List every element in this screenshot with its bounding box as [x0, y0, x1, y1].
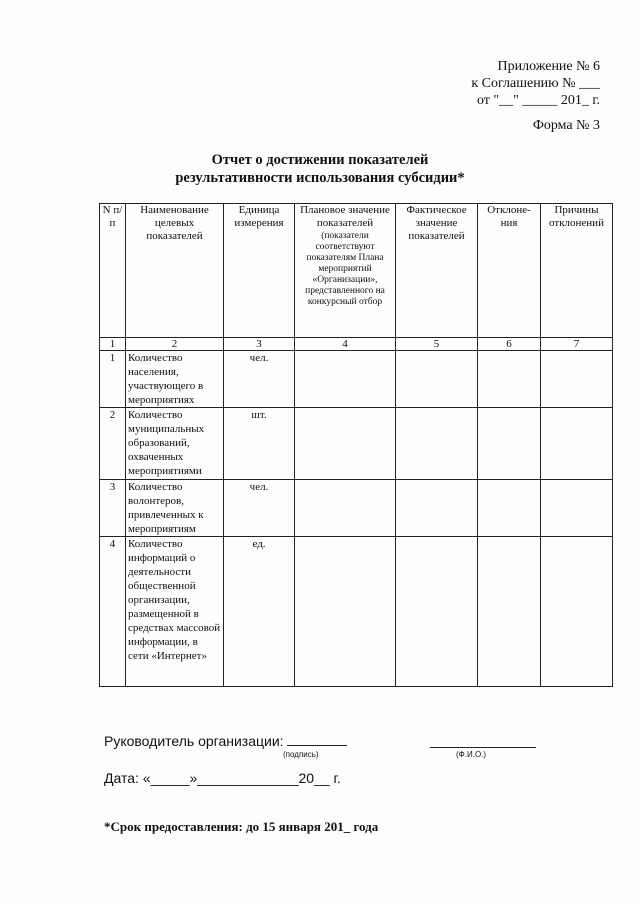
header-deviation: Отклоне-ния: [478, 204, 541, 338]
planned-value-cell: [295, 480, 396, 537]
indicator-name: Количество муниципальных образований, охваченных мероприятиями: [126, 408, 224, 480]
agreement-number: к Соглашению № ___: [471, 76, 600, 91]
deviation-cell: [478, 537, 541, 687]
reason-cell: [541, 480, 613, 537]
appendix-title: Приложение № 6: [497, 59, 600, 74]
row-number: 4: [100, 537, 126, 687]
indicator-name: Количество информаций о деятельности общественной организации, размещенной в средствах массовой информации, в сети «Интернет»: [126, 537, 224, 687]
header-deviation-reasons: Причины отклонений: [541, 204, 613, 338]
column-number: 3: [224, 338, 295, 351]
deviation-cell: [478, 351, 541, 408]
signature-line: [104, 733, 347, 749]
form-number: Форма № 3: [532, 118, 600, 133]
row-number: 2: [100, 408, 126, 480]
actual-value-cell: [396, 408, 478, 480]
indicator-unit: шт.: [224, 408, 295, 480]
column-number: 7: [541, 338, 613, 351]
row-number: 1: [100, 351, 126, 408]
full-name-blank: [430, 733, 536, 748]
table-row: [100, 537, 613, 687]
report-title-line-1: Отчет о достижении показателей: [211, 152, 429, 168]
table-row: [100, 351, 613, 408]
header-unit: Единица измерения: [224, 204, 295, 338]
row-number: 3: [100, 480, 126, 537]
deviation-cell: [478, 408, 541, 480]
reason-cell: [541, 408, 613, 480]
indicator-unit: ед.: [224, 537, 295, 687]
deviation-cell: [478, 480, 541, 537]
report-title: [0, 151, 640, 187]
header-planned-value-label: Плановое значение показателей: [300, 204, 390, 229]
reason-cell: [541, 537, 613, 687]
signature-label: Руководитель организации:: [104, 733, 284, 749]
indicator-unit: чел.: [224, 351, 295, 408]
table-row: [100, 480, 613, 537]
header-planned-value-note: (показатели соответствуют показателям Плана мероприятий «Организации», представленного на конкурсный отбор: [305, 231, 385, 307]
agreement-date: от "__" _____ 201_ г.: [476, 93, 600, 108]
planned-value-cell: [295, 351, 396, 408]
actual-value-cell: [396, 537, 478, 687]
column-number-row: [100, 338, 613, 351]
header-indicator-name: Наименование целевых показателей: [126, 204, 224, 338]
column-number: 1: [100, 338, 126, 351]
signature-blank: [287, 733, 347, 746]
planned-value-cell: [295, 537, 396, 687]
header-actual-value: Фактическое значение показателей: [396, 204, 478, 338]
indicator-unit: чел.: [224, 480, 295, 537]
table-header-row: [100, 204, 613, 338]
column-number: 2: [126, 338, 224, 351]
indicators-table: [99, 203, 613, 687]
report-title-line-2: результативности использования субсидии*: [175, 170, 465, 186]
column-number: 4: [295, 338, 396, 351]
reason-cell: [541, 351, 613, 408]
header-planned-value: [295, 204, 396, 338]
column-number: 5: [396, 338, 478, 351]
header-number: N п/п: [100, 204, 126, 338]
indicator-name: Количество волонтеров, привлеченных к мероприятиям: [126, 480, 224, 537]
signature-caption: (подпись): [283, 750, 319, 759]
submission-deadline-note: *Срок предоставления: до 15 января 201_ года: [104, 819, 379, 834]
actual-value-cell: [396, 351, 478, 408]
indicator-name: Количество населения, участвующего в мероприятиях: [126, 351, 224, 408]
full-name-caption: (Ф.И.О.): [456, 750, 487, 759]
table-row: [100, 408, 613, 480]
appendix-header: [400, 58, 600, 109]
planned-value-cell: [295, 408, 396, 480]
column-number: 6: [478, 338, 541, 351]
date-line: Дата: «_____»_____________20__ г.: [104, 770, 341, 786]
actual-value-cell: [396, 480, 478, 537]
